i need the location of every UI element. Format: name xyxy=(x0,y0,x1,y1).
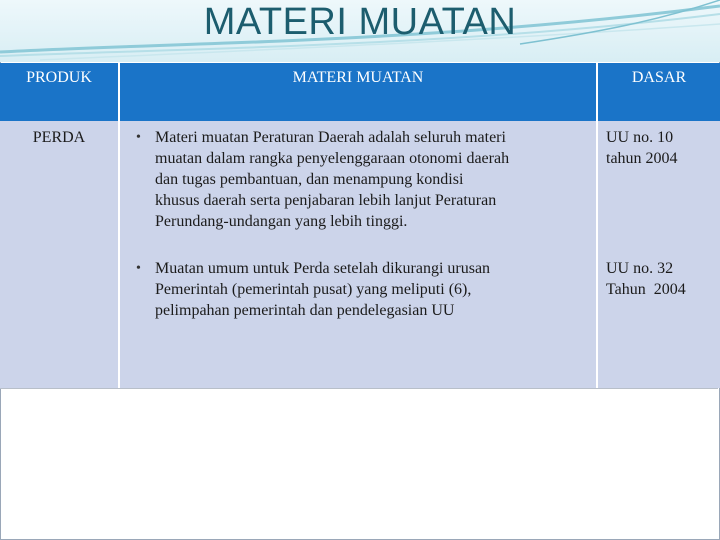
materi-line: dan tugas pembantuan, dan menampung kondisi xyxy=(155,171,464,188)
header-produk: PRODUK xyxy=(0,63,118,121)
materi-line: Materi muatan Peraturan Daerah adalah seluruh materi xyxy=(155,129,506,146)
column-divider xyxy=(118,63,120,388)
dasar-line: Tahun 2004 xyxy=(606,281,686,298)
materi-item-2 xyxy=(155,258,595,321)
dasar-item-1 xyxy=(606,127,718,169)
dasar-line: tahun 2004 xyxy=(606,150,678,167)
materi-line: Perundang-undangan yang lebih tinggi. xyxy=(155,213,408,230)
cell-produk-perda: PERDA xyxy=(32,129,86,146)
materi-line: Muatan umum untuk Perda setelah dikurangi urusan xyxy=(155,260,491,277)
dasar-line: UU no. 32 xyxy=(606,260,674,277)
materi-line: Pemerintah (pemerintah pusat) yang meliputi (6), xyxy=(155,281,472,298)
column-divider xyxy=(596,63,598,388)
header-dasar: DASAR xyxy=(598,63,720,121)
bullet-marker: • xyxy=(136,130,141,145)
header-band xyxy=(0,0,720,62)
dasar-item-2 xyxy=(606,258,718,300)
materi-line: khusus daerah serta penjabaran lebih lanjut Peraturan xyxy=(155,192,497,209)
empty-slide-area xyxy=(0,388,718,539)
header-materi-muatan: MATERI MUATAN xyxy=(120,63,596,121)
bullet-marker: • xyxy=(136,261,141,276)
page-title: MATERI MUATAN xyxy=(203,1,517,43)
materi-item-1 xyxy=(155,127,595,232)
materi-table xyxy=(0,63,720,388)
dasar-line: UU no. 10 xyxy=(606,129,674,146)
materi-line: muatan dalam rangka penyelenggaraan otonomi daerah xyxy=(155,150,510,167)
materi-line: pelimpahan pemerintah dan pendelegasian UU xyxy=(155,302,455,319)
